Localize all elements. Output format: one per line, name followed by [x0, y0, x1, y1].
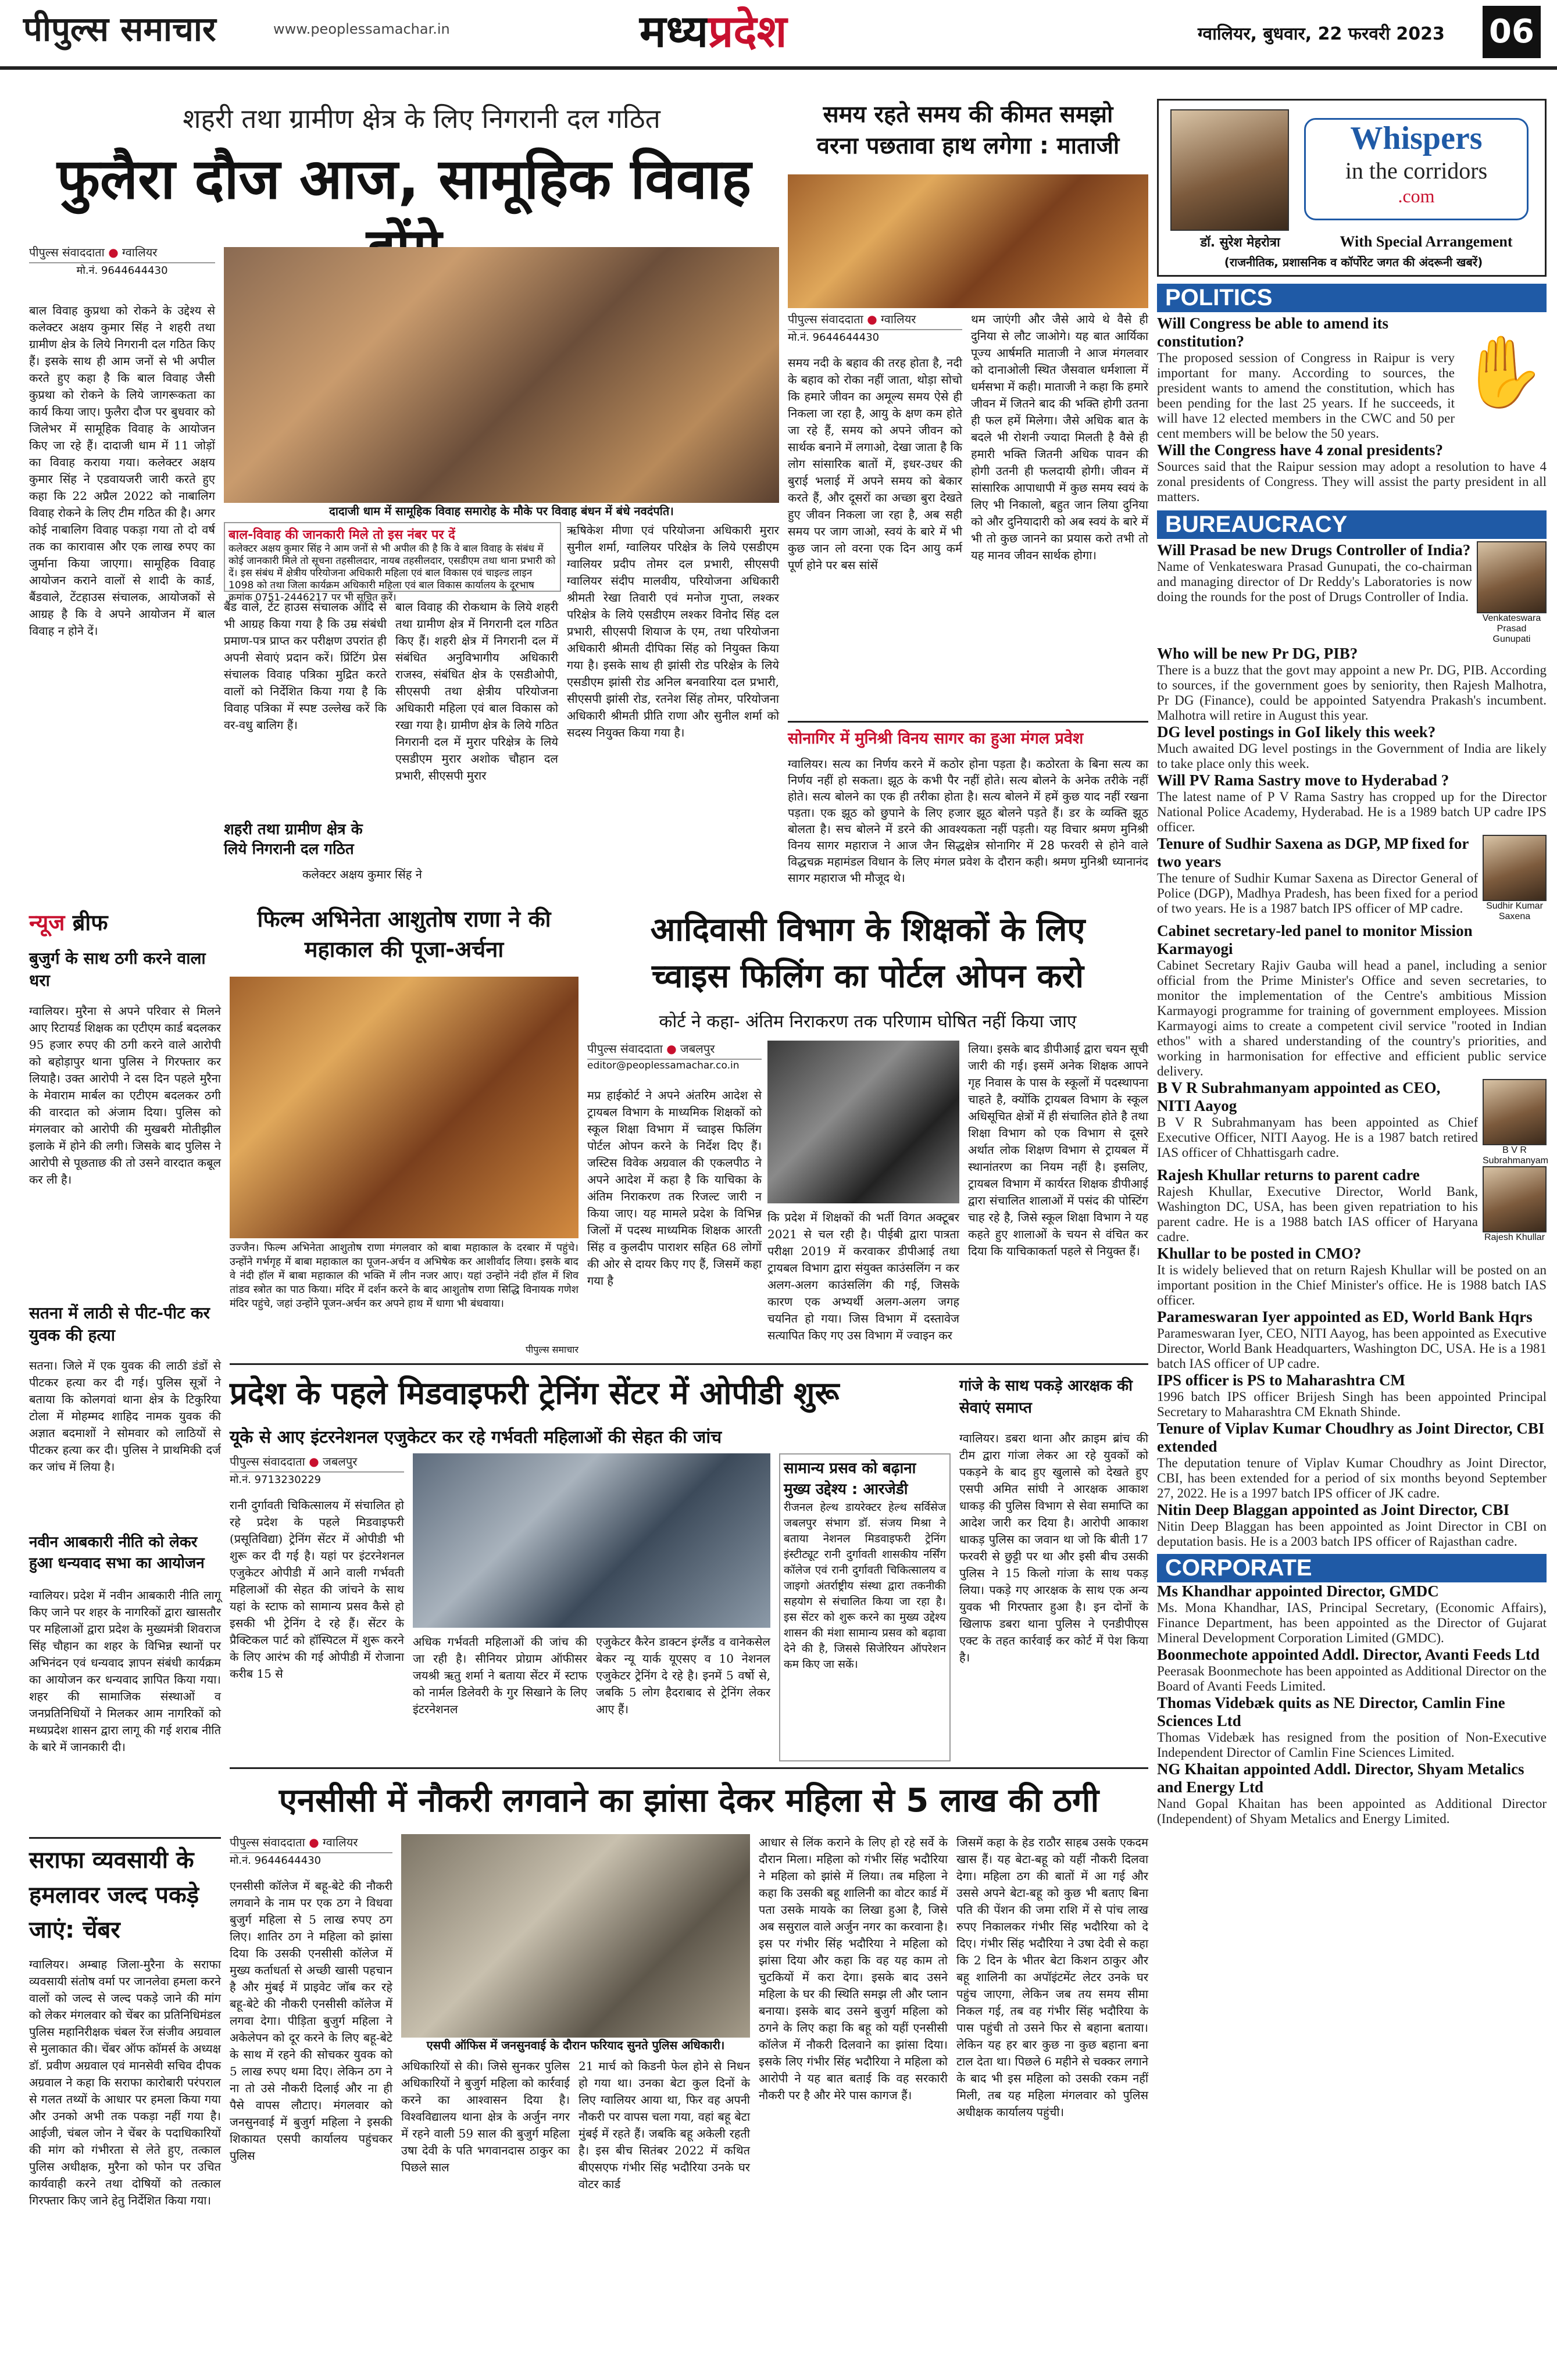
bureaucracy-item-5-text: The tenure of Sudhir Kumar Saxena as Director General of Police (DGP), Madhya Pradesh, has been fixed for a period of two years. He is a 1987 batch IPS officer of MP cadre. — [1157, 871, 1478, 916]
whispers-logo-sub: in the corridors — [1345, 158, 1488, 184]
bureaucracy-item-1-text: Name of Venkateswara Prasad Gunupati, the co-chairman and managing director of Dr Reddy's Laboratories is now doing the rounds for the post of Drugs Controller of India. — [1157, 559, 1472, 604]
lead-column-4: ऋषिकेश मीणा एवं परियोजना अधिकारी मुरार सुनील शर्मा, ग्वालियर परिक्षेत्र के लिये एसडीएम ग्वालियर प्रदीप तोमर दल प्रभारी, सीएसपी ग्वालियर संदीप मालवीय, परियोजना अधिकारी श्रीमती रेखा तिवारी एवं मनोज गुप्ता, लश्कर परिक्षेत्र के लिये एसडीएम लश्कर विनोद सिंह दल प्रभारी, सीएसपी शियाज के एम, तथा परियोजना अधिकारी श्रीमती दीपिका सिंह को नियुक्त किया गया है। इसके साथ ही झांसी रोड परिक्षेत्र के लिये एसडीएम झांसी रोड अनिल बनवारिया दल प्रभारी, सीएसपी झांसी रोड, रतनेश सिंह तोमर, परियोजना अधिकारी श्रीमती प्रीति राणा और सुनील शर्मा को सदस्य नियुक्त किया गया है। — [567, 523, 779, 739]
ncc-column-3: 21 मार्च को किडनी फेल होने से निधन हो गया था। उनका बेटा कुल दिनों के लिए ग्वालियर आया था, फिर वह अपनी नौकरी पर वापस चला गया, वहां बहू बेटा मुंबई में रहते हैं। जबकि बहू अकेली रहती है। इस बीच सितंबर 2022 में कथित बीएसएफ गंभीर सिंह भदौरिया उनके घर वोटर कार्ड — [578, 2059, 750, 2191]
page-number: 06 — [1483, 6, 1541, 58]
corporate-item-3-text: Thomas Videbæk has resigned from the position of Non-Executive Independent Director of Camlin Fine Sciences Limited. — [1157, 1730, 1547, 1760]
newspaper-logo[interactable]: पीपुल्स समाचार — [23, 9, 216, 49]
divider — [788, 721, 1148, 723]
lead-byline — [29, 244, 215, 285]
helpline-box-text: कलेक्टर अक्षय कुमार सिंह ने आम जनों से भी अपील की है कि वे बाल विवाह के संबंध में कोई जानकारी मिले तो सूचना तहसीलदार, नायब तहसीलदार, एसडीएम तथा थाना प्रभारी को दें। इस संबंध में क्षेत्रीय परियोजना अधिकारी महिला एवं बाल विकास एवं चाइल्ड लाइन 1098 को तथा जिला कार्यक्रम अधिकारी महिला एवं बाल विकास कार्यालय के दूरभाष क्रमांक 0751-2446217 पर भी सूचित करें। — [228, 543, 556, 603]
mataji-sermon-photo — [788, 174, 1148, 308]
politics-item-2-text: Sources said that the Raipur session may adopt a resolution to have 4 zonal presidents of Congress. They will assist the party president in all matters. — [1157, 459, 1547, 504]
byline-dot-icon: ● — [867, 312, 877, 326]
ncc-byline — [230, 1834, 392, 1875]
brief-3-title[interactable]: नवीन आबकारी नीति को लेकर हुआ धन्यवाद सभा का आयोजन — [29, 1534, 205, 1572]
ncc-headline[interactable]: एनसीसी में नौकरी लगवाने का झांसा देकर महिला से 5 लाख की ठगी — [278, 1782, 1099, 1820]
official-photo-caption: Venkateswara Prasad Gunupati — [1482, 613, 1541, 644]
mataji-headline-line2: वरना पछतावा हाथ लगेगा : माताजी — [816, 133, 1120, 159]
corporate-section — [1157, 1554, 1547, 1827]
byline-dot-icon: ● — [309, 1455, 319, 1468]
midwife-rjd-box — [779, 1453, 951, 1761]
midwife-headline[interactable]: प्रदेश के पहले मिडवाइफरी ट्रेनिंग सेंटर में ओपीडी शुरू — [230, 1375, 840, 1411]
mataji-column-1: समय नदी के बहाव की तरह होता है, नदी के बहाव को रोका नहीं जाता, थोड़ा सोचो कि हमारे जीवन का अमूल्य समय ऐसे ही निकला जा रहा है, आयु के क्षण कम होते जा रहे हैं, समय को अपने जीवन को सार्थक बनाने में लगाओ, देखा जाता है कि लोग सांसारिक बातों में, इधर-उधर की बुराई भलाई में अपने समय को बेकार करते हैं, और दूसरों का अच्छा बुरा देखते हुए जीवन निकला जा रहा है, अब सही समय पर जाग जाओ, स्वयं के बारे में भी कुछ जान लो वरना एक दिन आयु कर्म पूर्ण होने पर बस सांसें — [788, 356, 962, 572]
politics-section-title: POLITICS — [1157, 284, 1547, 312]
corporate-item-3-headline[interactable]: Thomas Videbæk quits as NE Director, Camlin Fine Sciences Ltd — [1157, 1694, 1505, 1729]
whispers-sidebar — [1157, 99, 1547, 2378]
sidebar-tagline: (राजनीतिक, प्रशासनिक व कॉर्पोरेट जगत की अंदरूनी खबरें) — [1224, 255, 1483, 269]
midwife-subhead: यूके से आए इंटरनेशनल एजुकेटर कर रहे गर्भवती महिलाओं की सेहत की जांच — [230, 1427, 722, 1448]
lead-subhead: शहरी तथा ग्रामीण क्षेत्र के लिये निगरानी दल गठित — [224, 821, 363, 858]
ncc-column-2: अधिकारियों से की। जिसे सुनकर पुलिस अधिकारियों ने बुजुर्ग महिला को कार्रवाई करने का आश्वासन दिया है। विश्वविद्यालय थाना क्षेत्र के अर्जुन नगर में रहने वाली 59 साल की बुजुर्ग महिला उषा देवी के पति भगवानदास ठाकुर का पिछले साल — [401, 2059, 570, 2174]
byline-dot-icon: ● — [309, 1835, 319, 1849]
brief-2-body: सतना। जिले में एक युवक की लाठी डंडों से पीटकर हत्या कर दी गई। पुलिस सूत्रों ने बताया कि कोलगवां थाना क्षेत्र के टिकुरिया टोला में मोहम्मद शाहिद नामक युवक की अज्ञात बदमाशों ने सोमवार को लाठियों से पीटकर हत्या कर दी। पुलिस ने प्राथमिकी दर्ज कर जांच में लिया है। — [29, 1359, 221, 1474]
official-photo — [1483, 1166, 1547, 1232]
byline-mobile: मो.नं. 9644644430 — [76, 265, 168, 277]
brief-1-title[interactable]: बुजुर्ग के साथ ठगी करने वाला धरा — [29, 949, 206, 990]
byline-city: ग्वालियर — [323, 1835, 358, 1849]
bureaucracy-item-11-headline[interactable]: IPS officer is PS to Maharashtra CM — [1157, 1371, 1405, 1389]
byline-city: ग्वालियर — [881, 312, 916, 326]
official-photo-caption: Rajesh Khullar — [1484, 1232, 1545, 1242]
midwife-byline — [230, 1453, 404, 1494]
official-photo — [1483, 835, 1547, 901]
court-gavel-photo — [767, 1041, 959, 1203]
bureaucracy-item-8-text: Rajesh Khullar, Executive Director, World Bank, Washington DC, USA, has been given repatriation to his parent cadre. He is a 1988 batch IAS officer of Haryana cadre. — [1157, 1184, 1478, 1244]
mataji-byline — [788, 311, 962, 352]
byline-agency: पीपुल्स संवाददाता — [788, 312, 863, 326]
sarafa-title[interactable]: सराफा व्यवसायी के हमलावर जल्द पकड़े जाएं: चेंबर — [29, 1847, 199, 1943]
corporate-item-2-headline[interactable]: Boonmechote appointed Addl. Director, Avanti Feeds Ltd — [1157, 1646, 1540, 1663]
byline-mobile: मो.नं. 9644644430 — [230, 1854, 322, 1867]
politics-item-1-text: The proposed session of Congress in Raipur is very important for many. According to sources, the president wants to amend the constitution, which has been pending for the last 25 years. If he succeeds, it will have 12 elected members in the CWC and 50 per cent members will be below the 50 years. — [1157, 351, 1455, 441]
masthead — [0, 0, 1557, 70]
bureaucracy-item-7-headline[interactable]: B V R Subrahmanyam appointed as CEO, NITI Aayog — [1157, 1079, 1441, 1114]
sonagir-body: ग्वालियर। सत्य का निर्णय करने में कठोर होना पड़ता है। कठोरता के बिना सत्य का निर्णय नहीं हो सकता। झूठ के कभी पैर नहीं होते। सत्य बोलने के अनेक तरीके नहीं होते। सत्य बोलने का एक ही तरीका होता है। सत्य बोलने में हमें कुछ याद नहीं रखना पड़ता। एक झूठ को छुपाने के लिए हजार झूठ बोलने पड़ते हैं। डर के व्यक्ति झूठ बोलता है। सच बोलने में डरने की आवश्यकता नहीं पड़ती। यह विचार श्रमण मुनिश्री विनय सागर महाराज ने आज जैन सिद्धक्षेत्र सोनागिर में 28 फरवरी से होने वाले विद्धचक्र महामंडल विधान के लिए मंगल प्रवेश के दौरान कही। श्रमण मुनिश्री ध्यानानंद सागर महाराज भी मौजूद थे। — [788, 757, 1148, 885]
website-url[interactable]: www.peoplessamachar.in — [273, 21, 450, 37]
corporate-item-1-headline[interactable]: Ms Khandhar appointed Director, GMDC — [1157, 1582, 1439, 1600]
lead-column-1: बाल विवाह कुप्रथा को रोकने के उद्देश्य से कलेक्टर अक्षय कुमार सिंह ने शहरी तथा ग्रामीण क्षेत्र के लिये निगरानी दल गठित किए हैं। इसके साथ ही आम जनों से भी अपील करते हुए कहा है कि बाल विवाह जैसी कुप्रथा को रोकने के लिये जागरूकता का कार्य किया जाए। फुलैरा दौज पर बुधवार को जिलेभर में सामूहिक विवाह के आयोजन किए जा रहे हैं। दादाजी धाम में 11 जोड़ों का विवाह कराया गया। कलेक्टर अक्षय कुमार सिंह ने एडवायजरी जारी करते हुए कहा कि 22 अप्रैल 2022 को नाबालिग विवाह रोकने के लिए टीम गठित की है। अगर कोई नाबालिग विवाह पकड़ा गया तो दो वर्ष तक का कारावास और एक लाख रुपए का जुर्माना किया जाएगा। सामूहिक विवाह आयोजन कराने वालों से शादी के कार्ड, बैंडवाले, टेंटहाउस संचालक, आयोजकों से आग्रह है कि वे अपने आयोजन में बाल विवाह न होने दें। — [29, 303, 215, 638]
lead-column-3-continued: कलेक्टर अक्षय कुमार सिंह ने — [302, 867, 422, 881]
bureaucracy-item-10-headline[interactable]: Parameswaran Iyer appointed as ED, World Bank Hqrs — [1157, 1308, 1533, 1325]
brief-2-title[interactable]: सतना में लाठी से पीट-पीट कर युवक की हत्या — [29, 1303, 210, 1345]
ganja-body: ग्वालियर। डबरा थाना और क्राइम ब्रांच की टीम द्वारा गांजा लेकर आ रहे युवकों को पकड़ने के बाद हुए खुलासे को देखते हुए एसपी अमित सांघी ने आरक्षक आकाश धाकड़ की पुलिस विभाग से सेवा समाप्ति का आदेश जारी कर दिया है। आरोपी आकाश धाकड़ पुलिस का जवान था जो कि बीती 17 फरवरी से छुट्टी पर था और इसी बीच उसकी पुलिस ने 15 किलो गांजा के साथ पकड़ लिया। पकड़े गए आरक्षक के साथ एक अन्य युवक भी गिरफ्तार हुआ है। इन दोनों के खिलाफ डबरा थाना पुलिस ने एनडीपीएस एक्ट के तहत कार्रवाई कर कोर्ट में पेश किया है। — [959, 1431, 1148, 1664]
sonagir-headline[interactable]: सोनागिर में मुनिश्री विनय सागर का हुआ मंगल प्रवेश — [788, 730, 1084, 748]
lead-kicker: शहरी तथा ग्रामीण क्षेत्र के लिए निगरानी दल गठित — [183, 103, 660, 134]
jansunwai-photo — [401, 1834, 750, 2038]
child-marriage-helpline-box — [224, 522, 561, 603]
byline-agency: पीपुल्स संवाददाता — [587, 1042, 663, 1056]
whispers-banner — [1157, 99, 1547, 277]
bureaucracy-item-10-text: Parameswaran Iyer, CEO, NITI Aayog, has been appointed as Executive Director, World Bank Headquarters, Washington DC, USA. He is a 1981 batch IAS officer of UP cadre. — [1157, 1326, 1547, 1371]
brief-1-body: ग्वालियर। मुरैना से अपने परिवार से मिलने आए रिटायर्ड शिक्षक का एटीएम कार्ड बदलकर 95 हजार रुपए की ठगी करने वाले आरोपी को बहोड़ापुर थाना पुलिस ने गिरफ्तार कर लियाहै। उक्त आरोपी ने दस दिन पहले मुरैना के मेवाराम मार्बल का एटीएम बदलकर ठगी की वारदात को अंजाम दिया। पुलिस को मंगलवार को आरोपी की मुखबरी मोतीझील इलाके में होने की लगी। जिसके बाद पुलिस ने आरोपी से पूछताछ की तो उसने वारदात कबूल कर ली है। — [29, 1004, 221, 1187]
helpline-box-title: बाल-विवाह की जानकारी मिले तो इस नंबर पर दें — [228, 528, 455, 542]
bureaucracy-item-3-headline[interactable]: DG level postings in GoI likely this week? — [1157, 723, 1436, 741]
bureaucracy-item-4-text: The latest name of P V Rama Sastry has cropped up for the Director National Police Academy, Hyderabad. He is a 1989 batch UP cadre IPS officer. — [1157, 789, 1547, 834]
bureaucracy-item-4-headline[interactable]: Will PV Rama Sastry move to Hyderabad ? — [1157, 771, 1449, 789]
bureaucracy-item-2-headline[interactable]: Who will be new Pr DG, PIB? — [1157, 645, 1358, 662]
lead-headline[interactable]: फुलैरा दौज आज, सामूहिक विवाह — [57, 146, 751, 212]
divider — [230, 1363, 1148, 1365]
lead-column-3: बाल विवाह की रोकथाम के लिये शहरी तथा ग्रामीण क्षेत्र में निगरानी दल गठित किए हैं। शहरी क्षेत्र में निगरानी दल में संबंधित अनुविभागीय अधिकारी राजस्व, संबंधित क्षेत्र के एसडीओपी, सीएसपी तथा क्षेत्रीय परियोजना अधिकारी महिला एवं बाल विकास को रखा गया है। ग्रामीण क्षेत्र के लिये गठित निगरानी दल में मुरार परिक्षेत्र के लिये एसडीएम मुरार अशोक चौहान दल प्रभारी, सीएसपी मुरार — [395, 600, 558, 782]
adivasi-byline — [587, 1041, 762, 1081]
ganja-title[interactable]: गांजे के साथ पकड़े आरक्षक की सेवाएं समाप्त — [959, 1377, 1133, 1417]
bureaucracy-item-7-text: B V R Subrahmanyam has been appointed as Chief Executive Officer, NITI Aayog. He is a 1987 batch retired IAS officer of Chhattisgarh cadre. — [1157, 1115, 1478, 1160]
bureaucracy-item-12-headline[interactable]: Tenure of Viplav Kumar Choudhry as Joint Director, CBI extended — [1157, 1420, 1545, 1455]
congress-hand-icon: ✋ — [1459, 332, 1547, 413]
bureaucracy-item-6-headline[interactable]: Cabinet secretary-led panel to monitor Mission Karmayogi — [1157, 922, 1473, 957]
bureaucracy-item-6-text: Cabinet Secretary Rajiv Gauba will head a panel, including a senior official from the Prime Minister's Office and seven secretaries, to monitor the implementation of the Centre's ambitious Mission Karmayogi programme for training of government employees. Mission Karmayogi aims to create a competent civil service "rooted in Indian ethos" with a shared understanding of the country's priorities, and working in harmonisation for effective and efficient public service delivery. — [1157, 958, 1547, 1078]
corporate-item-4-text: Nand Gopal Khaitan has been appointed as Additional Director (Independent) of Shyam Metalics and Energy Limited. — [1157, 1796, 1547, 1826]
bureaucracy-item-2-text: There is a buzz that the govt may appoint a new Pr. DG, PIB. According to sources, if the government goes by seniority, then Rajesh Malhotra, Pr DG (Finance), could be appointed Satyendra Prakash's incumbent. Malhotra will retire in August this year. — [1157, 663, 1547, 723]
byline-agency: पीपुल्स संवाददाता — [29, 245, 105, 259]
bureaucracy-section-title: BUREAUCRACY — [1157, 510, 1547, 539]
ncc-column-1: एनसीसी कॉलेज में बहू-बेटे की नौकरी लगवाने के नाम पर एक ठग ने विधवा बुजुर्ग महिला से 5 लाख रुपए ठग लिए। शातिर ठग ने महिला को झांसा दिया कि उसकी एनसीसी कॉलेज में मुख्य कर्ताधर्ता से अच्छी खासी पहचान है और मुंबई में प्राइवेट जॉब कर रहे बहू-बेटे की नौकरी एनसीसी कॉलेज में लगवा देगा। पीड़िता बुजुर्ग महिला ने अकेलेपन को दूर करने के लिए बहू-बेटे के साथ में रहने की सोचकर युवक को 5 लाख रुपए थमा दिए। लेकिन ठग ने ना तो उसे नौकरी दिलाई और ना ही पैसे वापस लौटाए। मंगलवार को जनसुनवाई में बुजुर्ग महिला ने इसकी शिकायत एसपी कार्यालय पहुंचकर पुलिस — [230, 1879, 392, 2163]
byline-email[interactable]: editor@peoplessamachar.co.in — [587, 1060, 740, 1071]
whispers-logo-word: Whispers — [1350, 120, 1483, 156]
mahakal-photo-credit: पीपुल्स समाचार — [525, 1344, 578, 1355]
news-brief-title-part1: न्यूज — [29, 910, 65, 935]
corporate-item-1-text: Ms. Mona Khandhar, IAS, Principal Secretary, (Economic Affairs), Finance Department, has been appointed as the Director of Gujarat Mineral Development Corporation Limited (GMDC). — [1157, 1600, 1547, 1645]
official-photo — [1483, 1079, 1547, 1145]
bureaucracy-item-8-headline[interactable]: Rajesh Khullar returns to parent cadre — [1157, 1166, 1420, 1184]
news-brief-title-part2: ब्रीफ — [72, 910, 108, 935]
lead-column-2: बैंड वाले, टेंट हाउस संचालक आदि से भी आग्रह किया गया है कि उम्र संबंधी प्रमाण-पत्र प्राप्त कर परीक्षण उपरांत ही अपनी सेवाएं प्रदान करें। प्रिंटिंग प्रेस संचालक विवाह पत्रिका मुद्रित करते वालों को निर्देशित किया गया है कि विवाह पत्रिका में स्पष्ट उल्लेख करें कि वर-वधु बालिग हैं। — [224, 600, 387, 732]
bureaucracy-item-13-headline[interactable]: Nitin Deep Blaggan appointed as Joint Director, CBI — [1157, 1501, 1510, 1518]
midwife-column-2: अधिक गर्भवती महिलाओं की जांच की जा रही है। सीनियर प्रोग्राम ऑफीसर जयश्री ऋतु शर्मा ने बताया सेंटर में स्टाफ को नार्मल डिलेवरी के गुर सिखाने के लिए इंटरनेशनल — [413, 1635, 587, 1716]
mataji-column-2: थम जाएंगी और जैसे आये थे वैसे ही दुनिया से लौट जाओगे। यह बात आर्यिका पूज्य आर्षमति माताजी ने आज मंगलवार को दानाओली स्थित जैसवाल धर्मशाला में धर्मसभा में कही। माताजी ने कहा कि हमारे जीवन में जितने बाद की भक्ति होगी उतना ही फल हमें मिलेगा। जैसे अधिक बात के बदले भी रोशनी ज्यादा मिलती है वैसे ही हमारी भक्ति जितनी अधिक पावन की होगी उतनी ही फलदायी होगी। जीवन में सांसारिक आपाधापी में कुछ समय स्वयं के लिए भी निकालो, बहुत जान लिया दुनिया को और दुनियादारी को अब स्वयं के बारे में भी तो कुछ जानने का प्रयास करो तभी तो यह मानव जीवन सार्थक होगा। — [971, 312, 1148, 562]
bureaucracy-item-9-text: It is widely believed that on return Rajesh Khullar will be posted on an important position in the Chief Minister's office. He is 1988 batch IAS officer. — [1157, 1263, 1547, 1307]
ncc-column-4: आधार से लिंक कराने के लिए हो रहे सर्वे के दौरान मिला। महिला को गंभीर सिंह भदौरिया ने महिला को झांसे में लिया। तब महिला ने कहा कि उसकी बहू शालिनी का वोटर कार्ड में पता उसके मायके का लिखा हुआ है, जिसे अब ससुराल वाले अर्जुन नगर का करवाना है। इस पर गंभीर सिंह भदौरिया ने महिला को झांसा दिया और कहा कि वह यह काम तो चुटकियों में करा देगा। इसके बाद उसने महिला के घर की स्थिति समझ ली और प्लान बनाया। इसके बाद उसने बुजुर्ग महिला को ठगने के लिए कहा कि बहू को यहीं एनसीसी कॉलेज में नौकरी दिलवाने का झांसा दिया। इसके लिए गंभीर सिंह भदौरिया ने महिला को आरोपी ने यह बात बताई कि वह सरकारी नौकरी पर है और मेरे पास कागज हैं। — [759, 1835, 948, 2102]
byline-agency: पीपुल्स संवाददाता — [230, 1835, 305, 1849]
bureaucracy-item-12-text: The deputation tenure of Viplav Kumar Choudhry as Joint Director, CBI, has been extended for a period of six months beyond September 27, 2022. He is a 1997 batch IPS officer of JK cadre. — [1157, 1456, 1547, 1500]
byline-dot-icon: ● — [108, 245, 119, 259]
adivasi-subhead: कोर्ट ने कहा- अंतिम निराकरण तक परिणाम घोषित नहीं किया जाए — [659, 1012, 1077, 1032]
official-photo-caption: Sudhir Kumar Saxena — [1486, 901, 1543, 921]
rjd-box-title: सामान्य प्रसव को बढ़ाना मुख्य उद्देश्य : आरजेडी — [784, 1460, 916, 1498]
divider — [29, 1837, 221, 1839]
editor-photo — [1170, 109, 1289, 231]
politics-section — [1157, 284, 1547, 505]
adivasi-headline[interactable] — [587, 907, 1148, 1006]
bureaucracy-item-5-headline[interactable]: Tenure of Sudhir Saxena as DGP, MP fixed for two years — [1157, 835, 1469, 870]
adivasi-column-1: मप्र हाईकोर्ट ने अपने अंतरिम आदेश से ट्रायबल विभाग के माध्यमिक शिक्षकों को स्कूल शिक्षा विभाग में च्वाइस फिलिंग पोर्टल ओपन करने के निर्देश दिए हैं। जस्टिस विवेक अग्रवाल की एकलपीठ ने अपने आदेश में कहा है कि याचिका के अंतिम निराकरण तक रिजल्ट जारी न किया जाए। यह मामले प्रदेश के विभिन्न जिलों में पदस्थ माध्यमिक शिक्षक आरती सिंह व कुलदीप पाराशर सहित 68 लोगों की ओर से दायर किए गए हैं, जिसमें कहा गया है — [587, 1088, 762, 1288]
mahakal-headline[interactable]: फिल्म अभिनेता आशुतोष राणा ने की महाकाल की पूजा-अर्चना — [257, 906, 551, 962]
mataji-headline-line1: समय रहते समय की कीमत समझो — [823, 101, 1113, 128]
news-brief-title — [29, 907, 221, 942]
brief-3-body: ग्वालियर। प्रदेश में नवीन आबकारी नीति लागू किए जाने पर शहर के नागरिकों द्वारा खासतौर पर महिलाओं द्वारा प्रदेश के मुख्यमंत्री शिवराज सिंह चौहान का शहर के विभिन्न स्थानों पर अभिनंदन एवं धन्यवाद ज्ञापन संबंधी कार्यक्रम का आयोजन कर धन्यवाद ज्ञापित किया गया। शहर की सामाजिक संस्थाओं व जनप्रतिनिधियों ने मिलकर आम नागरिकों को मध्यप्रदेश शासन द्वारा लागू की गई शराब नीति के बारे में जानकारी दी। — [29, 1588, 221, 1754]
corporate-item-4-headline[interactable]: NG Khaitan appointed Addl. Director, Shyam Metalics and Energy Ltd — [1157, 1760, 1524, 1796]
mahakal-caption: उज्जैन। फिल्म अभिनेता आशुतोष राणा मंगलवार को बाबा महाकाल के दरबार में पहुंचे। उन्होंने गर्भगृह में बाबा महाकाल का पूजन-अर्चन व अभिषेक कर आशीर्वाद लिया। इसके बाद वे नंदी हॉल में बाबा महाकाल की भक्ति में लीन नजर आए। यहां उन्होंने नंदी हॉल में शिव तांडव स्त्रोत का पाठ किया। मंदिर में दर्शन करने के बाद आशुतोष राणा सिद्धि विनायक गणेश मंदिर पहुंचे, जहां उन्होंने पूजन-अर्चन कर अपने हाथ में धागा भी बंधवाया। — [230, 1241, 578, 1346]
byline-dot-icon: ● — [666, 1042, 677, 1056]
dateline: ग्वालियर, बुधवार, 22 फरवरी 2023 — [1198, 24, 1445, 44]
bureaucracy-item-13-text: Nitin Deep Blaggan has been appointed as Joint Director in CBI on deputation basis. He is a 2003 batch IPS officer of Rajasthan cadre. — [1157, 1519, 1547, 1549]
adivasi-column-3: लिया। इसके बाद डीपीआई द्वारा चयन सूची जारी की गई। इसमें अनेक शिक्षक आपने गृह निवास के पास के स्कूलों में पदस्थापना चाहते है, क्योंकि ट्रायबल विभाग के स्कूल अधिसूचित क्षेत्रों में ही संचालित होते है तथा शिक्षा विभाग को एक विभाग से दूसरे अर्थात लोक शिक्षण विभाग से ट्रायबल में स्थानांतरण का नियम नहीं है। इसलिए, ट्रायबल विभाग में कार्यरत शिक्षक डीपीआई द्वारा संचालित शालाओं में पसंद की पोस्टिंग चाह रहे है, जिसे स्कूल शिक्षा विभाग ने यह कहते हुए शालाओं के चयन से वंचित कर दिया कि याचिकाकर्ता पहले से नियुक्त हैं। — [968, 1042, 1148, 1258]
byline-mobile: मो.नं. 9713230229 — [230, 1474, 322, 1486]
section-title-part2: प्रदेश — [708, 5, 787, 57]
adivasi-column-2: कि प्रदेश में शिक्षकों की भर्ती विगत अक्टूबर 2021 से चल रही है। पीईबी द्वारा पात्रता परीक्षा 2019 में करवाकर डीपीआई तथा ट्रायबल विभाग द्वारा संयुक्त काउंसलिंग न कर अलग-अलग काउंसलिंग की गई, जिसके कारण एक अभ्यर्थी अलग-अलग जगह चयनित हो गया। जिस विभाग में दस्तावेज सत्यापित किए गए उस विभाग में ज्वाइन कर — [767, 1210, 959, 1342]
midwife-opd-photo — [413, 1453, 770, 1628]
jansunwai-photo-caption: एसपी ऑफिस में जनसुनवाई के दौरान फरियाद सुनते पुलिस अधिकारी। — [401, 2038, 750, 2054]
whispers-logo-com: .com — [1398, 185, 1435, 206]
editor-name: डॉ. सुरेश मेहरोत्रा — [1200, 235, 1280, 250]
official-photo — [1477, 541, 1547, 613]
byline-mobile: मो.नं. 9644644430 — [788, 331, 880, 344]
special-arrangement: With Special Arrangement — [1340, 233, 1513, 250]
bureaucracy-section — [1157, 510, 1547, 1549]
corporate-section-title: CORPORATE — [1157, 1554, 1547, 1582]
mahakal-photo — [230, 977, 578, 1238]
sarafa-body: ग्वालियर। अम्बाह जिला-मुरैना के सराफा व्यवसायी संतोष वर्मा पर जानलेवा हमला करने वालों को जल्द से जल्द पकड़े जाने की मांग को लेकर मंगलवार को चेंबर का प्रतिनिधिमंडल पुलिस महानिरीक्षक चंबल रेंज संजीव अग्रवाल से मुलाकात की। चेंबर ऑफ कॉमर्स के अध्यक्ष डॉ. प्रवीण अग्रवाल एवं मानसेवी सचिव दीपक अग्रवाल ने कहा कि सराफा कारोबारी परंपराल से गलत तथ्यों के आधार पर हमला किया गया और उनको अभी तक पकड़ा नहीं गया है। आईजी, चंबल जोन ने चेंबर के पदाधिकारियों की मांग को गंभीरता से लेते हुए, तत्काल पुलिस अधीक्षक, मुरैना को फोन पर उचित कार्यवाही करने तथा दोषियों को तत्काल गिरफ्तार किए जाने हेतु निर्देशित किया गया। — [29, 1957, 221, 2207]
wedding-photo-caption: दादाजी धाम में सामूहिक विवाह समारोह के मौके पर विवाह बंधन में बंधे नवदंपति। — [224, 503, 779, 520]
byline-city: जबलपुर — [680, 1042, 715, 1056]
byline-city: ग्वालियर — [122, 245, 158, 259]
midwife-column-1: रानी दुर्गावती चिकित्सालय में संचालित हो रहे प्रदेश के पहले मिडवाइफरी (प्रसूतिविद्या) ट्रेनिंग सेंटर में ओपीडी भी शुरू कर दी गई है। यहां पर इंटरनेशनल एजुकेटर ओपीडी में आने वाली गर्भवती महिलाओं की सेहत की जांचने के साथ यहां के स्टाफ को सामान्य प्रसव कैसे हो इसकी भी ट्रेनिंग दे रहे हैं। सेंटर के प्रैक्टिकल पार्ट को हॉस्पिटल में शुरू करने के लिए आरंभ की गई ओपीडी में रोजाना करीब 15 से — [230, 1498, 404, 1681]
section-title-part1: मध्य — [640, 5, 709, 57]
politics-item-1-headline[interactable]: Will Congress be able to amend its constitution? — [1157, 315, 1389, 350]
bureaucracy-item-3-text: Much awaited DG level postings in the Government of India are likely to take place only this week. — [1157, 741, 1547, 771]
mataji-headline[interactable] — [788, 99, 1148, 169]
wedding-photo — [224, 247, 779, 503]
section-title — [640, 0, 787, 60]
whispers-logo[interactable] — [1304, 118, 1529, 220]
rjd-box-body: रीजनल हेल्थ डायरेक्टर हेल्थ सर्विसेज जबलपुर संभाग डॉ. संजय मिश्रा ने बताया नेशनल मिडवाइफरी ट्रेनिंग इंस्टीट्यूट रानी दुर्गावती शासकीय नर्सिंग कॉलेज एवं रानी दुर्गावती चिकित्सालय व जाइगो अंतर्राष्ट्रीय संस्था द्वारा तकनीकी सहयोग से संचालित किया जा रहा है। इस सेंटर को शुरू करने का मुख्य उद्देश्य शासन की मंशा सामान्य प्रसव को बढ़ावा देने की है, जिससे सिजेरियन ऑपरेशन कम किए जा सकें। — [784, 1501, 946, 1671]
divider — [230, 1767, 1148, 1769]
byline-city: जबलपुर — [323, 1455, 358, 1468]
byline-agency: पीपुल्स संवाददाता — [230, 1455, 305, 1468]
adivasi-headline-line2: च्वाइस फिलिंग का पोर्टल ओपन करो — [652, 957, 1084, 995]
adivasi-headline-line1: आदिवासी विभाग के शिक्षकों के लिए — [650, 911, 1085, 949]
midwife-column-3: एजुकेटर कैरेन डाक्टन इंग्लैंड व वानेकसेल बेकर न्यू यार्क यूएसए व 10 नेशनल एजुकेटर ट्रेनिंग दे रहे है। इनमें 5 वर्षो से, जबकि 5 लोग हैदराबाद से ट्रेनिंग लेकर आए हैं। — [596, 1635, 770, 1716]
bureaucracy-item-1-headline[interactable]: Will Prasad be new Drugs Controller of India? — [1157, 541, 1471, 559]
bureaucracy-item-11-text: 1996 batch IPS officer Brijesh Singh has been appointed Principal Secretary to Maharashtra CM Eknath Shinde. — [1157, 1389, 1547, 1419]
ncc-column-5: जिसमें कहा के हेड राठौर साहब उसके एकदम खास हैं। यह बेटा-बहू को यहीं नौकरी दिलवा देगा। महिला ठग की बातों में आ गई और उससे अपने बेटा-बहू को कुछ भी बताए बिना पति की पेंशन की जमा राशि में से पांच लाख रुपए निकालकर गंभीर सिंह भदौरिया को दे दिए। गंभीर सिंह भदौरिया ने उषा देवी से कहा कि 2 दिन के भीतर बेटा किशन ठाकुर और बहू शालिनी का अपॉइंटमेंट लेटर उनके घर पहुंच जाएगा, लेकिन जब तय समय सीमा निकल गई, तब वह गंभीर सिंह भदौरिया के पास पहुंची तो उसने फिर से बहाना बताया। लेकिन यह हर बार कुछ ना कुछ बहाना बना टाल देता था। पिछले 6 महीने से चक्कर लगाने के बाद भी इस महिला को उसकी रकम नहीं मिली, तब यह महिला मंगलवार को पुलिस अधीक्षक कार्यालय पहुंची। — [956, 1835, 1148, 2119]
politics-item-2-headline[interactable]: Will the Congress have 4 zonal presidents? — [1157, 441, 1444, 459]
official-photo-caption: B V R Subrahmanyam — [1483, 1145, 1548, 1166]
corporate-item-2-text: Peerasak Boonmechote has been appointed as Additional Director on the Board of Avanti Feeds Limited. — [1157, 1664, 1547, 1693]
bureaucracy-item-9-headline[interactable]: Khullar to be posted in CMO? — [1157, 1245, 1362, 1262]
